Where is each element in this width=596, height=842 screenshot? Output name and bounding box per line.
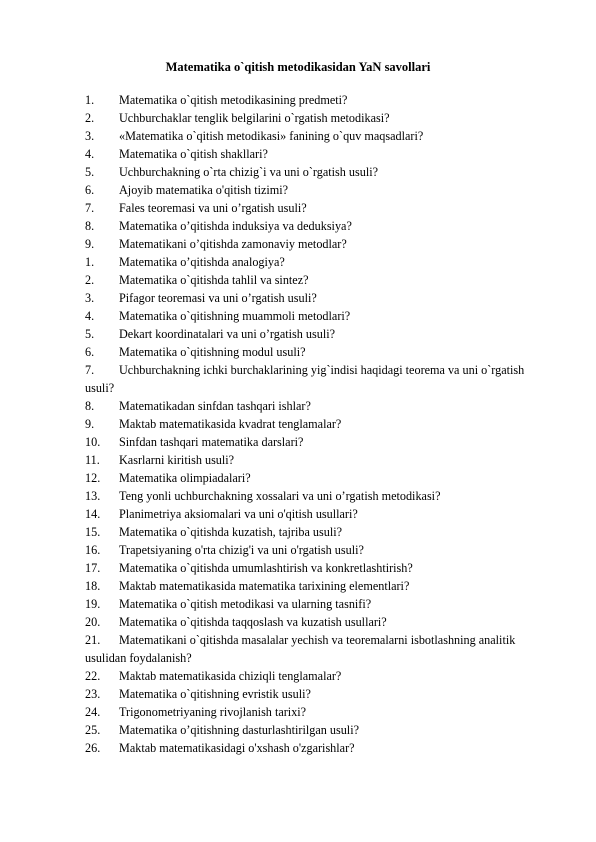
question-item: [85, 397, 525, 415]
question-number: 20.: [85, 615, 101, 629]
question-number: 19.: [85, 597, 101, 611]
question-text: Trigonometriyaning rivojlanish tarixi?: [119, 705, 307, 719]
question-number: 3.: [85, 291, 95, 305]
question-number: 4.: [85, 147, 95, 161]
question-number: 8.: [85, 399, 95, 413]
question-number: 13.: [85, 489, 101, 503]
question-item: [85, 127, 525, 145]
question-number: 24.: [85, 705, 101, 719]
question-number: 9.: [85, 237, 95, 251]
question-number: 7.: [85, 363, 95, 377]
question-number: 12.: [85, 471, 101, 485]
question-number: 6.: [85, 183, 95, 197]
question-text: Uchburchakning ichki burchaklarining yig`indisi haqidagi teorema va uni o`rgatish usuli?: [85, 363, 525, 395]
question-item: [85, 469, 525, 487]
question-number: 17.: [85, 561, 101, 575]
question-number: 14.: [85, 507, 101, 521]
question-item: [85, 271, 525, 289]
question-number: 21.: [85, 633, 101, 647]
question-item: [85, 523, 525, 541]
question-number: 25.: [85, 723, 101, 737]
question-item: [85, 505, 525, 523]
question-item: [85, 289, 525, 307]
question-number: 16.: [85, 543, 101, 557]
question-text: Maktab matematikasidagi o'xshash o'zgarishlar?: [119, 741, 355, 755]
question-item: [85, 613, 525, 631]
question-text: Teng yonli uchburchakning xossalari va uni o’rgatish metodikasi?: [119, 489, 441, 503]
question-text: Matematikadan sinfdan tashqari ishlar?: [119, 399, 311, 413]
question-item: [85, 235, 525, 253]
question-item: [85, 595, 525, 613]
question-text: Matematika o’qitishda analogiya?: [119, 255, 285, 269]
question-text: Kasrlarni kiritish usuli?: [119, 453, 235, 467]
question-item: [85, 631, 525, 667]
question-item: [85, 91, 525, 109]
question-number: 2.: [85, 273, 95, 287]
question-text: Matematika o’qitishda induksiya va deduksiya?: [119, 219, 352, 233]
question-text: «Matematika o`qitish metodikasi» fanining o`quv maqsadlari?: [119, 129, 424, 143]
question-item: [85, 721, 525, 739]
question-number: 8.: [85, 219, 95, 233]
question-item: [85, 253, 525, 271]
question-text: Matematika o’qitishning dasturlashtirilgan usuli?: [119, 723, 359, 737]
question-item: [85, 109, 525, 127]
question-text: Ajoyib matematika o'qitish tizimi?: [119, 183, 289, 197]
question-item: [85, 415, 525, 433]
question-text: Matematika o`qitishning evristik usuli?: [119, 687, 311, 701]
question-item: [85, 541, 525, 559]
document-title: Matematika o`qitish metodikasidan YaN savollari: [165, 60, 431, 74]
question-number: 1.: [85, 93, 95, 107]
question-item: [85, 181, 525, 199]
question-text: Matematika olimpiadalari?: [119, 471, 251, 485]
question-text: Maktab matematikasida kvadrat tenglamalar?: [119, 417, 342, 431]
question-text: Fales teoremasi va uni o’rgatish usuli?: [119, 201, 307, 215]
question-number: 26.: [85, 741, 101, 755]
question-text: Pifagor teoremasi va uni o’rgatish usuli?: [119, 291, 317, 305]
question-number: 4.: [85, 309, 95, 323]
question-number: 3.: [85, 129, 95, 143]
question-text: Matematika o`qitishda umumlashtirish va konkretlashtirish?: [119, 561, 413, 575]
question-item: [85, 451, 525, 469]
question-item: [85, 325, 525, 343]
question-number: 5.: [85, 327, 95, 341]
question-item: [85, 343, 525, 361]
question-item: [85, 361, 525, 397]
question-item: [85, 145, 525, 163]
question-number: 5.: [85, 165, 95, 179]
question-number: 23.: [85, 687, 101, 701]
question-number: 1.: [85, 255, 95, 269]
question-item: [85, 199, 525, 217]
question-number: 11.: [85, 453, 100, 467]
question-text: Matematika o`qitishning modul usuli?: [119, 345, 306, 359]
question-text: Planimetriya aksiomalari va uni o'qitish usullari?: [119, 507, 358, 521]
question-item: [85, 307, 525, 325]
question-text: Sinfdan tashqari matematika darslari?: [119, 435, 304, 449]
question-text: Matematika o`qitishning muammoli metodlari?: [119, 309, 351, 323]
question-text: Matematikani o`qitishda masalalar yechish va teoremalarni isbotlashning analitik usulidan foydalanish?: [85, 633, 516, 665]
question-item: [85, 667, 525, 685]
question-list: [85, 91, 525, 757]
question-text: Uchburchaklar tenglik belgilarini o`rgatish metodikasi?: [119, 111, 390, 125]
question-text: Matematika o`qitish metodikasining predmeti?: [119, 93, 348, 107]
question-item: [85, 559, 525, 577]
question-item: [85, 685, 525, 703]
question-number: 7.: [85, 201, 95, 215]
question-item: [85, 703, 525, 721]
question-number: 10.: [85, 435, 101, 449]
question-text: Maktab matematikasida chiziqli tenglamalar?: [119, 669, 342, 683]
question-number: 18.: [85, 579, 101, 593]
question-text: Trapetsiyaning o'rta chizig'i va uni o'rgatish usuli?: [119, 543, 364, 557]
question-item: [85, 487, 525, 505]
question-text: Matematikani o’qitishda zamonaviy metodlar?: [119, 237, 347, 251]
question-number: 2.: [85, 111, 95, 125]
question-item: [85, 577, 525, 595]
question-text: Matematika o`qitishda tahlil va sintez?: [119, 273, 309, 287]
question-text: Dekart koordinatalari va uni o’rgatish usuli?: [119, 327, 336, 341]
question-text: Maktab matematikasida matematika tarixining elementlari?: [119, 579, 410, 593]
question-number: 6.: [85, 345, 95, 359]
question-number: 22.: [85, 669, 101, 683]
question-item: [85, 217, 525, 235]
question-text: Matematika o`qitish shakllari?: [119, 147, 268, 161]
question-text: Matematika o`qitishda taqqoslash va kuzatish usullari?: [119, 615, 387, 629]
question-item: [85, 739, 525, 757]
question-item: [85, 163, 525, 181]
question-text: Matematika o`qitish metodikasi va ularning tasnifi?: [119, 597, 372, 611]
question-number: 15.: [85, 525, 101, 539]
question-text: Uchburchakning o`rta chizig`i va uni o`rgatish usuli?: [119, 165, 379, 179]
question-item: [85, 433, 525, 451]
question-text: Matematika o`qitishda kuzatish, tajriba usuli?: [119, 525, 343, 539]
question-number: 9.: [85, 417, 95, 431]
